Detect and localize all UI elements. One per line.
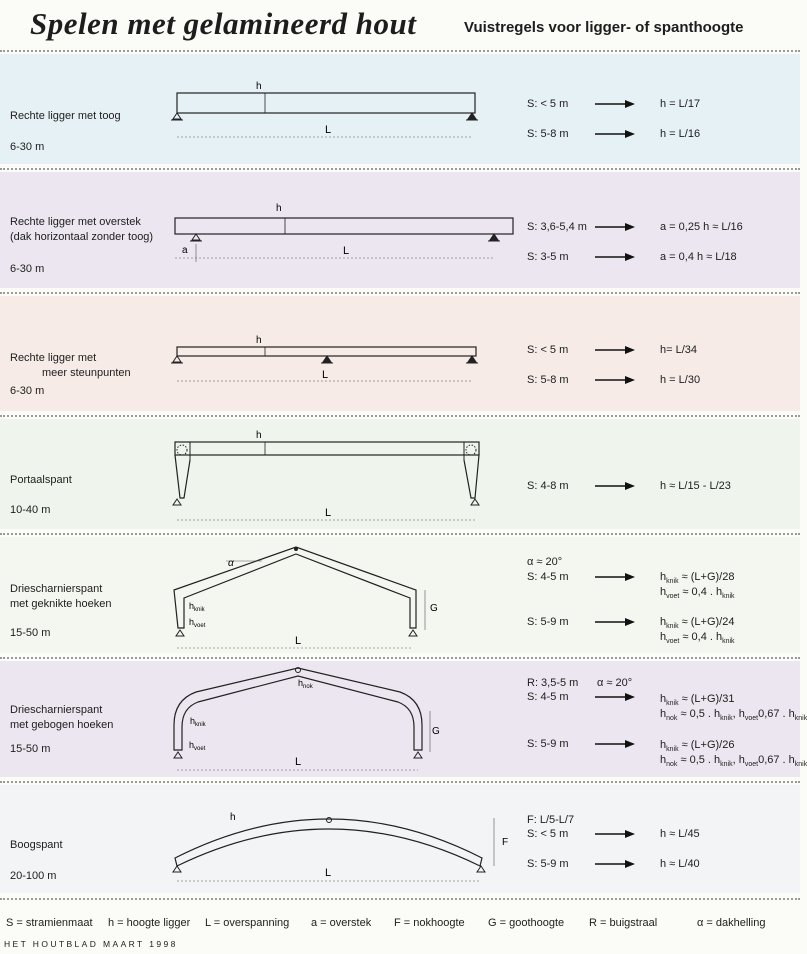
legend-item: L = overspanning: [205, 917, 290, 929]
rule-condition: S: 3-5 m: [527, 251, 569, 263]
arrow-icon: [595, 618, 635, 626]
footer-credit: HET HOUTBLAD MAART 1998: [4, 939, 178, 949]
section-name: Driescharnierspant: [10, 583, 103, 595]
dim-h: h: [256, 81, 262, 92]
rule-result: $h_{knik} \approx (L+G)/24$: [660, 616, 735, 631]
arrow-icon: [595, 346, 635, 354]
rule-result: h= L/34: [660, 344, 698, 356]
dim-L: L: [325, 124, 332, 136]
arrow-icon: [595, 100, 635, 108]
divider: [0, 168, 800, 170]
arrow-icon: [595, 482, 635, 490]
rule-result: h = L/30: [660, 374, 701, 386]
dim-h: h: [230, 812, 236, 823]
rule-result: a = 0,4 h ≈ L/18: [660, 251, 737, 263]
legend-item: α = dakhelling: [697, 917, 766, 929]
divider: [0, 533, 800, 535]
rule-condition: S: < 5 m: [527, 98, 569, 110]
section-range: 10-40 m: [10, 504, 51, 516]
dim-alpha: α: [228, 558, 234, 569]
section-band-4: [0, 419, 800, 529]
legend-item: a = overstek: [311, 917, 372, 929]
divider: [0, 292, 800, 294]
dim-L: L: [322, 369, 329, 381]
dim-h-knik: $h_{knik}$: [189, 601, 205, 613]
rule-result-nok: $h_{nok} \approx 0,5$ . $h_{knik}$, $h_{voet}0,67$ . $h_{knik}$: [660, 708, 807, 723]
legend-item: G = goothoogte: [488, 917, 565, 929]
legend-item: R = buigstraal: [589, 917, 658, 929]
section-name: Rechte ligger met overstek: [10, 216, 141, 228]
arrow-icon: [595, 223, 635, 231]
rule-condition: S: < 5 m: [527, 828, 569, 840]
dim-L: L: [325, 507, 332, 519]
rule-condition: S: 5-9 m: [527, 858, 569, 870]
divider: [0, 50, 800, 52]
dim-L: L: [295, 635, 302, 647]
rule-result: $h_{knik} \approx (L+G)/28$: [660, 571, 735, 586]
rule-condition: S: 5-8 m: [527, 128, 569, 140]
arrow-icon: [595, 376, 635, 384]
rule-rise: F: L/5-L/7: [527, 814, 575, 826]
arrow-icon: [595, 693, 635, 701]
rule-condition: S: 5-9 m: [527, 738, 569, 750]
section-range: 15-50 m: [10, 743, 51, 755]
rule-result: h = L/16: [660, 128, 701, 140]
rule-condition: S: 3,6-5,4 m: [527, 221, 587, 233]
rule-result-nok: $h_{nok} \approx 0,5$ . $h_{knik}$, $h_{voet}0,67$ . $h_{knik}$: [660, 754, 807, 769]
rule-result: h ≈ L/15 - L/23: [660, 480, 731, 492]
section-name-sub: met geknikte hoeken: [10, 598, 112, 610]
arrow-icon: [595, 130, 635, 138]
section-range: 6-30 m: [10, 141, 45, 153]
dim-h-knik: $h_{knik}$: [190, 716, 206, 728]
section-name: Rechte ligger met toog: [10, 110, 121, 122]
rule-radius: R: 3,5-5 m: [527, 677, 579, 689]
dim-F: F: [502, 837, 509, 848]
rule-angle: α ≈ 20°: [597, 677, 633, 689]
dim-a: a: [182, 245, 188, 256]
rule-condition: S: 5-8 m: [527, 374, 569, 386]
divider: [0, 898, 800, 900]
arrow-icon: [595, 253, 635, 261]
section-name-sub: meer steunpunten: [42, 367, 131, 379]
dim-h: h: [256, 430, 262, 441]
section-range: 20-100 m: [10, 870, 57, 882]
rule-condition: S: 5-9 m: [527, 616, 569, 628]
rule-result-voet: $h_{voet} \approx 0,4$ . $h_{knik}$: [660, 586, 735, 601]
page-title: Spelen met gelamineerd hout: [30, 6, 417, 41]
rule-result: h = L/17: [660, 98, 701, 110]
rule-result: $h_{knik} \approx (L+G)/31$: [660, 693, 735, 708]
divider: [0, 657, 800, 659]
rule-condition: S: 4-8 m: [527, 480, 569, 492]
section-name: Portaalspant: [10, 474, 72, 486]
section-name: Driescharnierspant: [10, 704, 103, 716]
section-range: 6-30 m: [10, 263, 45, 275]
arrow-icon: [595, 830, 635, 838]
section-name-sub: (dak horizontaal zonder toog): [10, 231, 154, 243]
rule-condition: S: < 5 m: [527, 344, 569, 356]
rule-result-voet: $h_{voet} \approx 0,4$ . $h_{knik}$: [660, 631, 735, 646]
dim-L: L: [295, 756, 302, 768]
legend-item: S = stramienmaat: [6, 917, 93, 929]
dim-h-nok: $h_{nok}$: [298, 678, 313, 690]
arrow-icon: [595, 860, 635, 868]
dim-h-voet: $h_{voet}$: [189, 740, 206, 752]
page-subtitle: Vuistregels voor ligger- of spanthoogte: [464, 19, 744, 36]
rule-condition: S: 4-5 m: [527, 691, 569, 703]
divider: [0, 781, 800, 783]
divider: [0, 415, 800, 417]
arrow-icon: [595, 740, 635, 748]
rule-condition: S: 4-5 m: [527, 571, 569, 583]
section-range: 6-30 m: [10, 385, 45, 397]
section-name: Rechte ligger met: [10, 352, 97, 364]
rule-result: h ≈ L/45: [660, 828, 700, 840]
rule-result: $h_{knik} \approx (L+G)/26$: [660, 739, 735, 754]
section-name: Boogspant: [10, 839, 63, 851]
dim-L: L: [325, 867, 332, 879]
rule-result: a = 0,25 h ≈ L/16: [660, 221, 743, 233]
section-range: 15-50 m: [10, 627, 51, 639]
arrow-icon: [595, 573, 635, 581]
dim-G: G: [432, 726, 440, 737]
dim-h-voet: $h_{voet}$: [189, 617, 206, 629]
dim-h: h: [256, 335, 262, 346]
rule-result: h ≈ L/40: [660, 858, 700, 870]
section-name-sub: met gebogen hoeken: [10, 719, 114, 731]
legend-item: h = hoogte ligger: [108, 917, 191, 929]
legend-item: F = nokhoogte: [394, 917, 465, 929]
rule-angle: α ≈ 20°: [527, 556, 563, 568]
dim-h: h: [276, 203, 282, 214]
dim-L: L: [343, 245, 350, 257]
dim-G: G: [430, 603, 438, 614]
